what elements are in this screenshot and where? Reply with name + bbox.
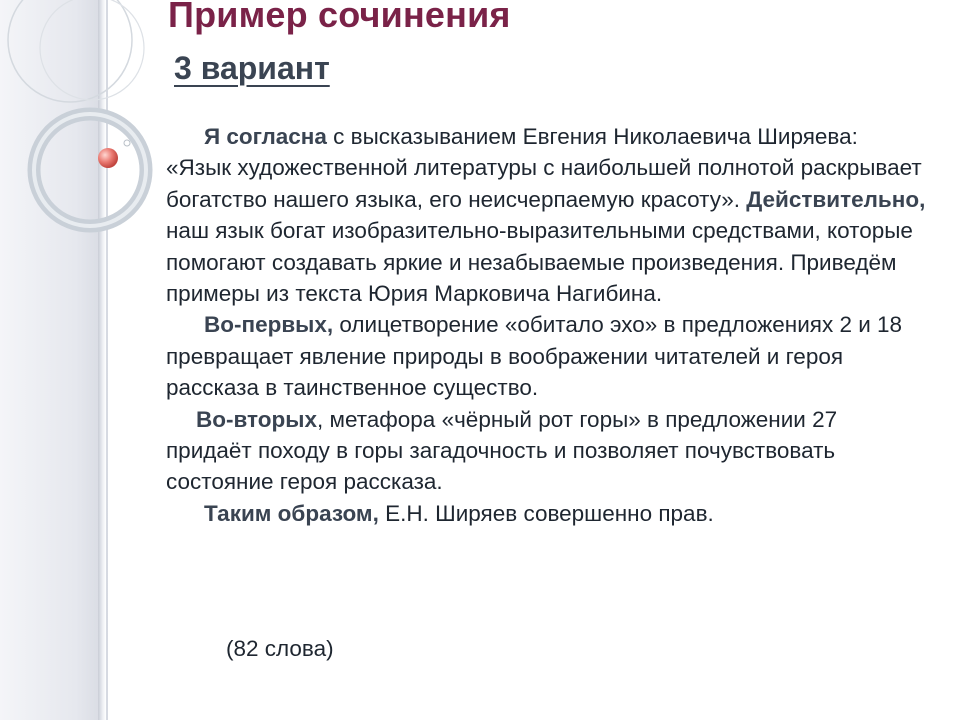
paragraph-text: Е.Н. Ширяев совершенно прав.: [378, 500, 714, 526]
keyword-thus: Таким образом,: [204, 500, 379, 526]
paragraph-text: с высказыванием Евгения Николаевича Ширяева: «Язык художественной литературы с наибольшей полнотой раскрывает богатство нашего языка, его неисчерпаемую красоту».: [166, 124, 922, 212]
thick-ring-highlight: [34, 114, 146, 226]
decorative-rings: [0, 0, 160, 260]
keyword-secondly: Во-вторых: [196, 406, 317, 432]
paragraph-second-argument: [166, 404, 926, 498]
thin-ring-large: [8, 0, 132, 102]
red-dot-icon: [98, 148, 118, 168]
paragraph-text: наш язык богат изобразительно-выразительными средствами, которые помогают создавать яркие и незабываемые произведения. Приведём примеры из текста Юрия Марковича Нагибина.: [166, 218, 913, 307]
paragraph-conclusion: [166, 498, 926, 529]
paragraph-text: , метафора «чёрный рот горы» в предложении 27 придаёт походу в горы загадочность и позволяет почувствовать состояние героя рассказа.: [166, 406, 838, 495]
paragraph-intro: [166, 121, 926, 309]
thin-ring-medium: [40, 0, 144, 100]
keyword-indeed: Действительно,: [746, 186, 926, 212]
keyword-agree: Я согласна: [204, 124, 327, 149]
tiny-ring-icon: [124, 140, 130, 146]
slide-title: Пример сочинения: [168, 0, 511, 35]
paragraph-first-argument: [166, 309, 926, 403]
slide-subtitle: 3 вариант: [174, 50, 330, 86]
keyword-firstly: Во-первых,: [204, 312, 334, 338]
essay-text: [166, 121, 926, 529]
paragraph-text: олицетворение «обитало эхо» в предложениях 2 и 18 превращает явление природы в воображении читателей и героя рассказа в таинственное существо.: [166, 312, 903, 401]
word-count: (82 слова): [226, 636, 334, 661]
